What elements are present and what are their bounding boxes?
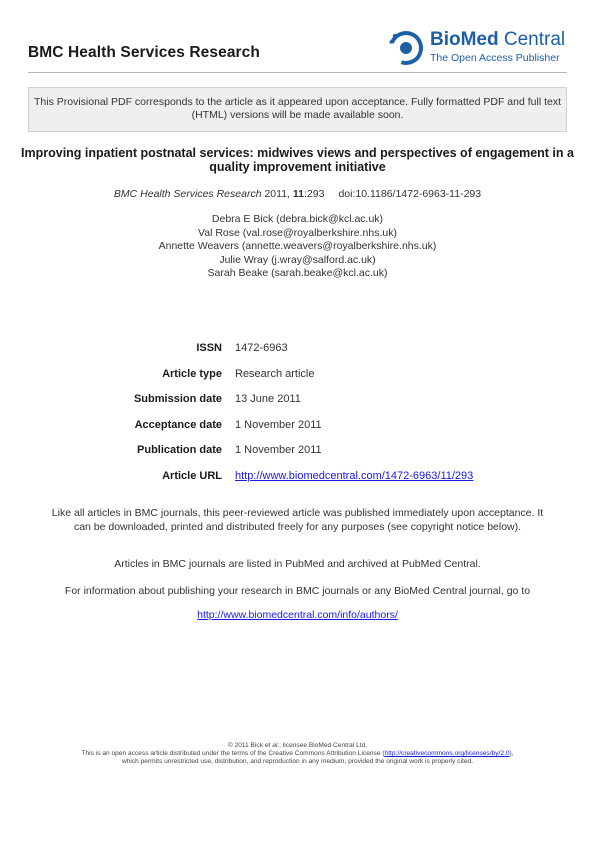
meta-value: 1 November 2011 [235, 444, 322, 456]
article-metadata [0, 342, 595, 495]
authors-info-link[interactable]: http://www.biomedcentral.com/info/authors/ [197, 609, 398, 621]
meta-label: Submission date [133, 393, 222, 405]
citation-volume: 11 [292, 188, 304, 200]
meta-value: 1 November 2011 [235, 418, 322, 431]
meta-value [235, 470, 473, 482]
article-url-link[interactable]: http://www.biomedcentral.com/1472-6963/11/293 [235, 469, 474, 482]
meta-label: Publication date [137, 444, 222, 456]
meta-label: Article type [162, 367, 222, 380]
pubmed-info: Articles in BMC journals are listed in PubMed and archived at PubMed Central. [114, 558, 481, 570]
citation-journal: BMC Health Services Research [113, 188, 262, 200]
biomed-central-logo[interactable] [386, 27, 571, 71]
meta-label: Acceptance date [134, 418, 222, 431]
meta-row-submission-date [0, 393, 595, 419]
author: Sarah Beake (sarah.beake@kcl.ac.uk) [207, 267, 388, 279]
meta-row-publication-date [0, 444, 595, 470]
meta-label: Article URL [162, 469, 222, 482]
biomed-central-logo-icon [386, 27, 426, 67]
copyright-footer [20, 742, 575, 767]
citation [20, 188, 575, 200]
citation-pages: :293 [304, 188, 325, 200]
authors-info-link-line [20, 609, 575, 623]
header-divider [28, 72, 567, 73]
logo-name: BioMed Central [430, 29, 566, 50]
license-line: This is an open access article distributed under the terms of the Creative Commons Attribution License (http://creativecommons.org/licenses/by/2.0), [81, 750, 514, 758]
license-terms-line: which permits unrestricted use, distribution, and reproduction in any medium, provided the original work is properly cited. [121, 758, 474, 766]
author: Val Rose (val.rose@royalberkshire.nhs.uk) [198, 226, 397, 239]
meta-value: 13 June 2011 [235, 393, 301, 405]
citation-year: 2011, [264, 188, 290, 200]
author: Annette Weavers (annette.weavers@royalberkshire.nhs.uk) [158, 240, 437, 252]
meta-value: Research article [235, 367, 315, 380]
author: Debra E Bick (debra.bick@kcl.ac.uk) [211, 213, 384, 225]
meta-row-acceptance-date [0, 419, 595, 445]
meta-row-issn [0, 342, 595, 368]
meta-value: 1472-6963 [235, 342, 288, 354]
article-title: Improving inpatient postnatal services: midwives views and perspectives of engagement in a quality improvement initiative [21, 146, 574, 174]
meta-row-article-type [0, 368, 595, 394]
authors-info: For information about publishing your research in BMC journals or any BioMed Central journal, go to [64, 585, 531, 597]
provisional-notice [28, 87, 567, 132]
meta-label: ISSN [196, 342, 222, 354]
copyright-line: © 2011 Bick et al.; licensee BioMed Central Ltd. [227, 742, 368, 749]
publication-info: Like all articles in BMC journals, this peer-reviewed article was published immediately upon acceptance. It can be downloaded, printed and distributed freely for any purposes (see copyright notice below). [51, 507, 544, 533]
meta-row-article-url [0, 470, 595, 496]
provisional-notice-text: This Provisional PDF corresponds to the article as it appeared upon acceptance. Fully formatted PDF and full text (HTML) versions will be made available soon. [33, 96, 561, 121]
citation-doi: doi:10.1186/1472-6963-11-293 [338, 188, 482, 200]
author-list [20, 213, 575, 281]
logo-tagline: The Open Access Publisher [430, 52, 560, 64]
journal-title: BMC Health Services Research [28, 44, 260, 61]
author: Julie Wray (j.wray@salford.ac.uk) [219, 253, 376, 266]
license-link[interactable]: http://creativecommons.org/licenses/by/2.0 [384, 750, 510, 758]
